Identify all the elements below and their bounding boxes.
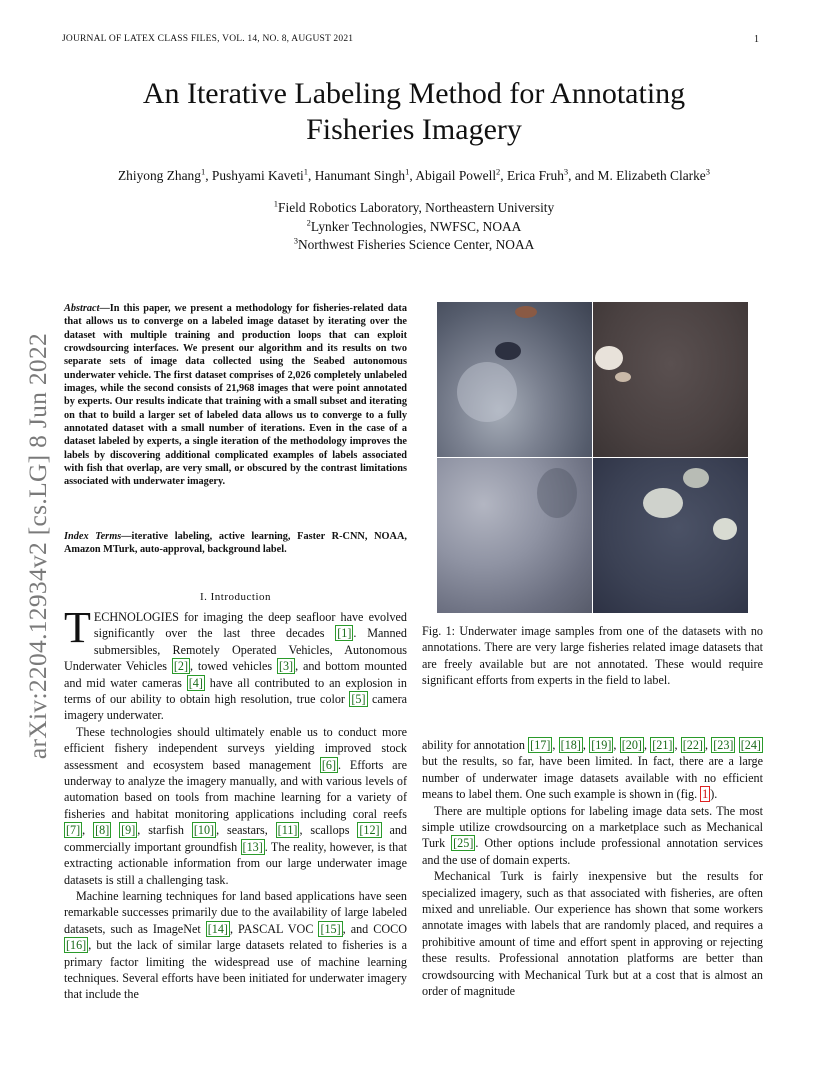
paragraph: Machine learning techniques for land based applications have seen remarkable successes primarily due to the availability of large labeled datasets, such as ImageNet [14] , PASCAL VOC [15] , and COCO [16] , but the lack of similar large datasets related to fisheries is a primary factor limiting the widespread use of machine learning techniques. Several efforts have been initiated for underwater imagery that include the — [64, 888, 407, 1002]
abstract — [64, 302, 407, 489]
citation-link[interactable]: [13] — [242, 839, 263, 854]
citation-link[interactable]: [7] — [66, 823, 81, 838]
citation-link[interactable]: [11] — [277, 823, 298, 838]
affiliations — [150, 199, 678, 255]
paragraph: TECHNOLOGIES for imaging the deep seafloor have evolved significantly over the last three decades [1] . Manned submersibles, Remotely Operated Vehicles, Autonomous Underwater Vehicles [2] , towed vehicles [3] , and bottom mounted and mid water cameras [4] have all contributed to an explosion in terms of our ability to obtain high resolution, true color [5] camera imagery underwater. — [64, 603, 408, 723]
citation-link[interactable]: [19] — [591, 738, 612, 752]
seafloor-image-top-right — [593, 302, 748, 457]
index-terms — [64, 530, 407, 557]
citation-link[interactable]: [4] — [188, 675, 203, 690]
author: Zhiyong Zhang$^1$, — [118, 166, 212, 183]
affiliation: $^3$Northwest Fisheries Science Center, NOAA — [293, 235, 535, 252]
paragraph: Mechanical Turk is fairly inexpensive but the results for specialized imagery, such as that associated with fisheries, are often mixed and unreliable. Our experience has shown that some workers annotate images with labels that are randomly placed, and requires a prohibitive amount of time and effort spent in approving or rejecting these results. Professional annotation platforms are better than crowdsourcing with Mechanical Turk but at a cost that is almost an order of magnitude — [422, 869, 763, 999]
drop-cap: T — [64, 603, 91, 652]
citation-link[interactable]: [6] — [321, 757, 336, 772]
citation-link[interactable]: [9] — [121, 823, 136, 838]
paragraph: There are multiple options for labeling image data sets. The most simple utilize crowdsourcing on a marketplace such as Mechanical Turk [25] . Other options include professional annotation services and the use of domain experts. — [422, 803, 763, 867]
citation-link[interactable]: [25] — [453, 836, 474, 851]
citation-link[interactable]: [17] — [530, 738, 551, 752]
arxiv-identifier[interactable]: arXiv:2204.12934v2 [cs.LG] 8 Jun 2022 — [23, 332, 52, 760]
citation-link[interactable]: [14] — [207, 921, 228, 936]
citation-link[interactable]: [23] — [713, 738, 734, 752]
abstract-text: —In this paper, we present a methodology for fisheries-related data that allows us to converge on a labeled image dataset by iterating over the dataset with multiple training and production loops that can exploit crowdsourcing interfaces. We present our algorithm and its results on two separate sets of image data collected using the Seabed autonomous underwater vehicle. The first dataset comprises of 2,026 completely unlabeled images, while the second consists of 21,968 images that were point annotated by experts. Our results indicate that training with a small subset and iterating on that to build a larger set of labeled data allows us to converge to a fully annotated dataset with a small number of iterations. Even in the case of a dataset labeled by experts, a single iteration of the methodology improves the labels by discovering additional complicated examples of labels associated with fish that overlap, are very small, or obscured by the contrast limitations associated with underwater imagery. — [64, 303, 407, 488]
section-heading: I. Introduction — [199, 591, 272, 603]
author: M. Elizabeth Clarke$^3$ — [597, 166, 710, 183]
index-terms-text: —iterative labeling, active learning, Faster R-CNN, NOAA, Amazon MTurk, auto-approval, background label. — [64, 531, 407, 556]
seafloor-image-bottom-left — [437, 458, 592, 613]
right-column-body — [422, 737, 763, 1000]
affiliation: $^2$Lynker Technologies, NWFSC, NOAA — [306, 217, 522, 234]
citation-link[interactable]: [16] — [66, 938, 87, 953]
citation-link[interactable]: [3] — [278, 659, 294, 674]
running-header: JOURNAL OF LATEX CLASS FILES, VOL. 14, NO. 8, AUGUST 2021 — [62, 34, 354, 44]
author: Abigail Powell$^2$, — [415, 166, 507, 183]
index-terms-label: Index Terms — [64, 531, 122, 542]
citation-link[interactable]: [12] — [359, 823, 380, 838]
seafloor-image-top-left — [437, 302, 592, 457]
title-line-1: An Iterative Labeling Method for Annotating — [142, 77, 686, 110]
figure-1-image-grid — [437, 302, 748, 614]
figure-caption: Fig. 1: Underwater image samples from one of the datasets with no annotations. There are very large fisheries related image datasets that are freely available but are not annotated. These would require significant efforts from experts in the field to label. — [422, 624, 763, 688]
citation-link[interactable]: [10] — [193, 823, 215, 838]
citation-link[interactable]: [21] — [652, 738, 673, 752]
figure-link[interactable]: 1 — [702, 787, 709, 802]
abstract-label: Abstract — [64, 303, 100, 314]
citation-link[interactable]: [18] — [560, 738, 581, 752]
citation-link[interactable]: [2] — [173, 659, 188, 674]
citation-link[interactable]: [24] — [740, 738, 761, 752]
citation-link[interactable]: [20] — [621, 738, 642, 752]
title-line-2: Fisheries Imagery — [306, 113, 522, 146]
citation-link[interactable]: [5] — [351, 692, 366, 707]
author-list — [40, 168, 788, 184]
introduction-body — [64, 603, 408, 1003]
author: Hanumant Singh$^1$, — [314, 166, 416, 183]
citation-link[interactable]: [15] — [320, 921, 341, 936]
citation-link[interactable]: [1] — [337, 626, 352, 641]
citation-link[interactable]: [8] — [95, 823, 110, 838]
paragraph: ability for annotation [17] , [18] , [19] , [20] , [21] , [22] , [23] [24] but the results, so far, have been limited. In fact, there are a large number of underwater image datasets available with no efficient means to label them. One such example is shown in (fig. 1 ). — [422, 738, 763, 802]
page-number: 1 — [754, 34, 759, 45]
seafloor-image-bottom-right — [593, 458, 748, 613]
author: Erica Fruh$^3$, and — [507, 166, 598, 183]
paragraph: These technologies should ultimately enable us to conduct more efficient fishery independent surveys yielding improved stock assessment and ecosystem based management [6] . Efforts are underway to analyze the imagery manually, and with various levels of automation based on tools from machine learning for a variety of fisheries and habitat monitoring applications including coral reefs [7] , [8] [9] , starfish [10] , seastars, [11] , scallops [12] and commercially important groundfish [13] . The reality, however, is that extracting actionable information from our large underwater image datasets is still a challenging task. — [64, 724, 407, 887]
citation-link[interactable]: [22] — [682, 738, 703, 752]
affiliation: $^1$Field Robotics Laboratory, Northeastern University — [273, 198, 555, 215]
paper-title — [60, 76, 768, 148]
author: Pushyami Kaveti$^1$, — [211, 166, 315, 183]
